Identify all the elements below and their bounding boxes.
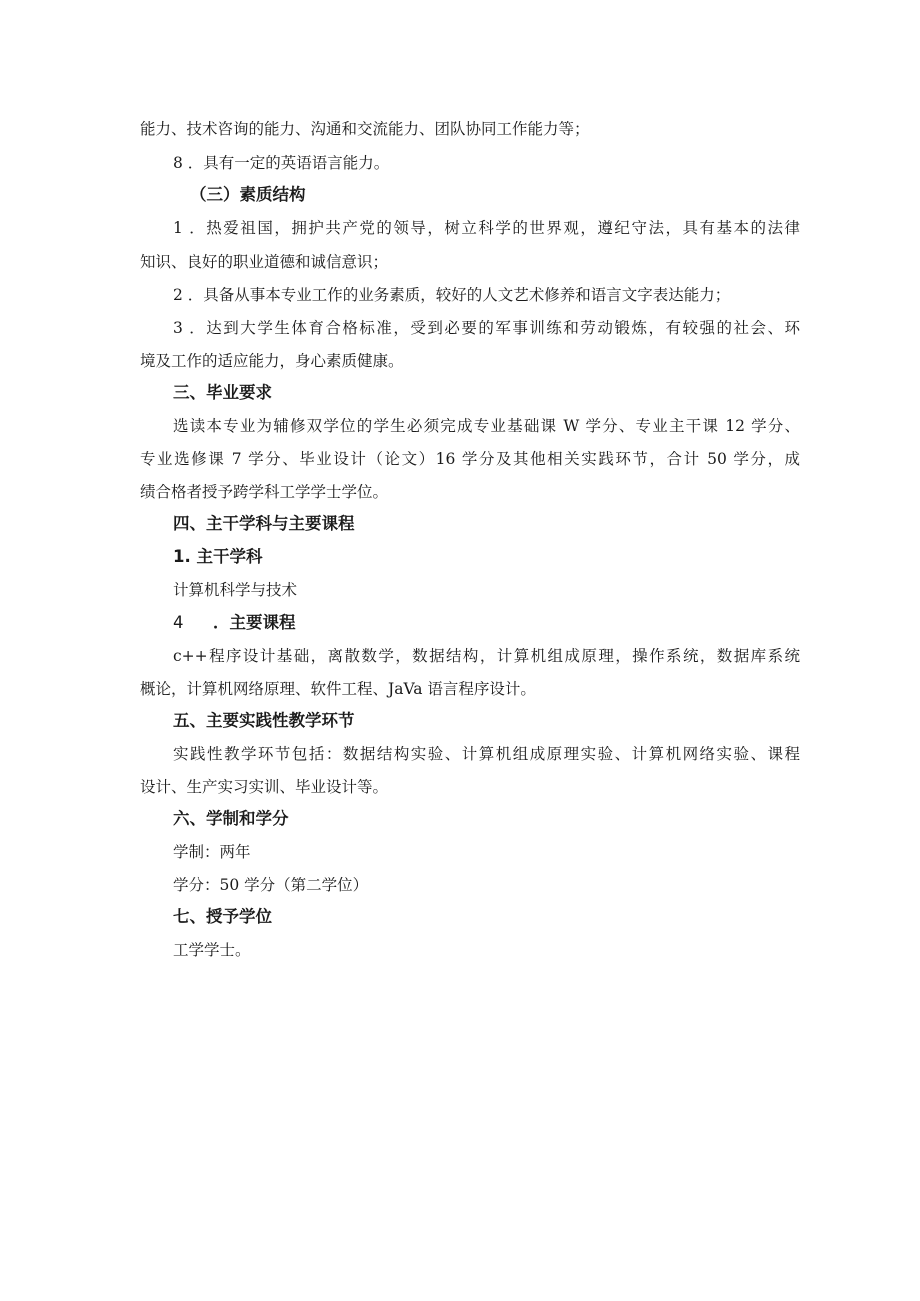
list-item: 3 ．达到大学生体育合格标准，受到必要的军事训练和劳动锻炼，有较强的社会、环: [173, 319, 800, 337]
paragraph-line: 境及工作的适应能力，身心素质健康。: [140, 352, 404, 370]
paragraph-line: 计算机科学与技术: [173, 581, 298, 599]
subsection-heading: [173, 612, 800, 634]
section-heading: 五、主要实践性教学环节: [173, 711, 355, 730]
section-heading: 四、主干学科与主要课程: [173, 514, 355, 533]
paragraph-line: 工学学士。: [173, 941, 251, 959]
paragraph-line: 专业选修课 7 学分、毕业设计（论文）16 学分及其他相关实践环节，合计 50 学分，成: [140, 450, 800, 468]
paragraph-line: 绩合格者授予跨学科工学学士学位。: [140, 483, 389, 501]
paragraph-line: 知识、良好的职业道德和诚信意识；: [140, 253, 389, 271]
paragraph-line: 概论，计算机网络原理、软件工程、JaVa 语言程序设计。: [140, 680, 536, 698]
subsection-title: ．主要课程: [213, 613, 296, 632]
list-item: 1 ．热爱祖国，拥护共产党的领导，树立科学的世界观，遵纪守法，具有基本的法律: [173, 219, 800, 237]
section-heading: 六、学制和学分: [173, 809, 289, 828]
subsection-number: 4: [173, 613, 184, 632]
section-heading: 三、毕业要求: [173, 383, 272, 402]
list-item: 2 ．具备从事本专业工作的业务素质，较好的人文艺术修养和语言文字表达能力；: [173, 286, 731, 304]
paragraph-line: 设计、生产实习实训、毕业设计等。: [140, 778, 389, 796]
list-item: 8 ．具有一定的英语语言能力。: [173, 154, 390, 172]
paragraph-line: 学制：两年: [173, 843, 251, 861]
paragraph-line: 选读本专业为辅修双学位的学生必须完成专业基础课 W 学分、专业主干课 12 学分、: [173, 417, 800, 435]
paragraph-line: 能力、技术咨询的能力、沟通和交流能力、团队协同工作能力等；: [140, 120, 590, 138]
section-heading: 七、授予学位: [173, 907, 272, 926]
paragraph-line: c++程序设计基础，离散数学，数据结构，计算机组成原理，操作系统，数据库系统: [173, 647, 800, 665]
subsection-heading: 1. 主干学科: [173, 547, 263, 566]
paragraph-line: 实践性教学环节包括：数据结构实验、计算机组成原理实验、计算机网络实验、课程: [173, 745, 800, 763]
paragraph-line: 学分：50 学分（第二学位）: [173, 876, 369, 894]
section-heading: （三）素质结构: [190, 185, 306, 204]
